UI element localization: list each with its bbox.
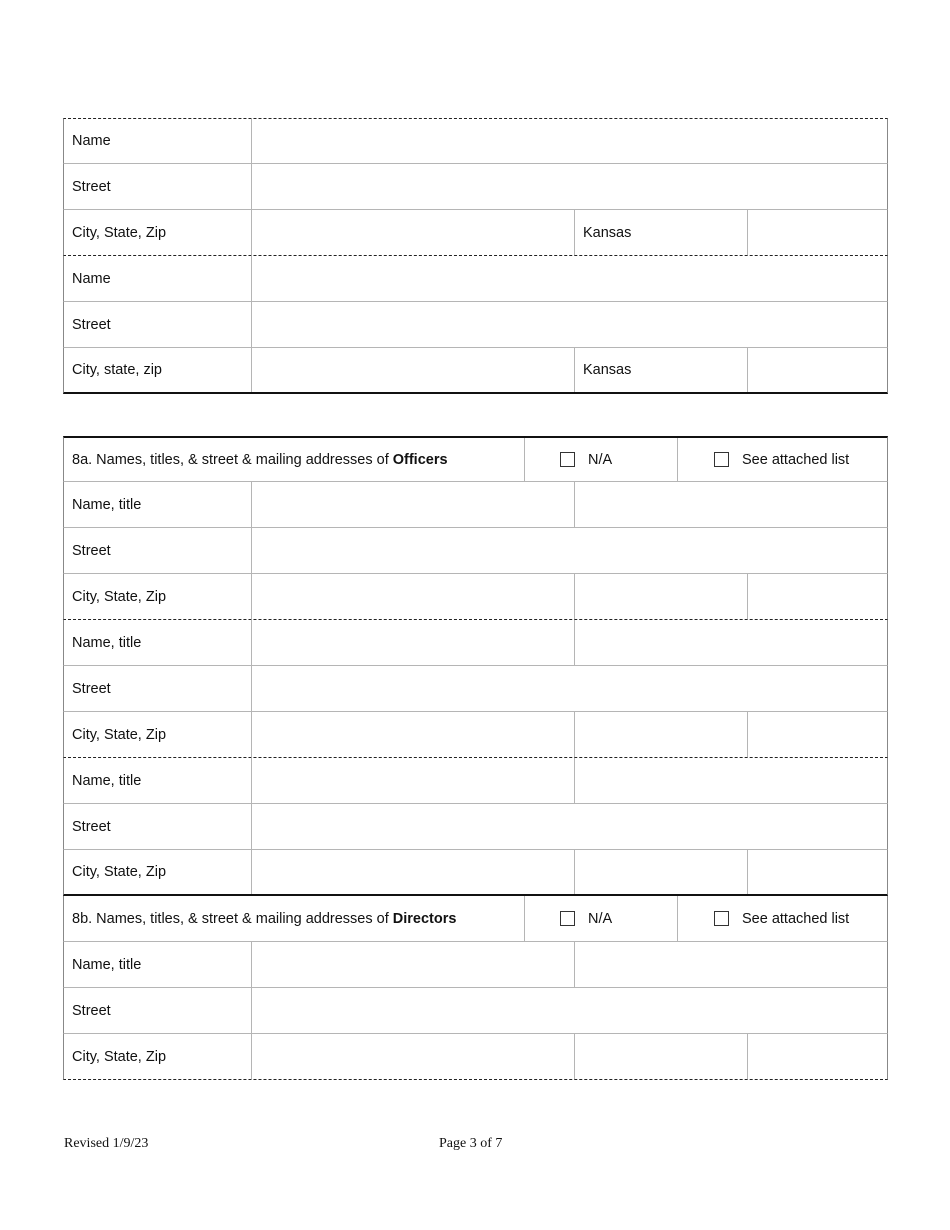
name-title-label: Name, title xyxy=(64,942,252,987)
street-field[interactable] xyxy=(252,528,887,573)
directors-header-prefix: 8b. Names, titles, & street & mailing addresses of xyxy=(72,910,393,927)
name-field[interactable] xyxy=(252,758,575,803)
street-field[interactable] xyxy=(252,804,887,849)
city-label: City, State, Zip xyxy=(64,712,252,757)
zip-field[interactable] xyxy=(748,850,887,894)
name-title-label: Name, title xyxy=(64,482,252,527)
officer-city-row xyxy=(63,712,888,758)
director-street-row xyxy=(63,988,888,1034)
directors-header-row xyxy=(63,896,888,942)
officers-see-attached-option[interactable] xyxy=(678,438,887,481)
officers-na-option[interactable] xyxy=(525,438,678,481)
officer-street-row xyxy=(63,528,888,574)
officers-header-prefix: 8a. Names, titles, & street & mailing addresses of xyxy=(72,451,393,468)
street-field[interactable] xyxy=(252,988,887,1033)
city-field[interactable] xyxy=(252,712,575,757)
city-label: City, State, Zip xyxy=(64,574,252,619)
see-attached-label: See attached list xyxy=(742,910,850,927)
street-field[interactable] xyxy=(252,302,887,347)
street-row xyxy=(63,164,888,210)
checkbox-icon[interactable] xyxy=(560,452,575,467)
zip-field[interactable] xyxy=(748,1034,887,1079)
directors-na-option[interactable] xyxy=(525,896,678,941)
checkbox-icon[interactable] xyxy=(560,911,575,926)
name-field[interactable] xyxy=(252,620,575,665)
page-number: Page 3 of 7 xyxy=(439,1136,503,1151)
director-name-row xyxy=(63,942,888,988)
name-label: Name xyxy=(64,119,252,163)
title-field[interactable] xyxy=(575,620,887,665)
city-label: City, State, Zip xyxy=(64,1034,252,1079)
directors-header-bold: Directors xyxy=(392,910,457,927)
state-field[interactable] xyxy=(575,850,748,894)
officer-street-row xyxy=(63,804,888,850)
street-label: Street xyxy=(64,666,252,711)
officer-street-row xyxy=(63,666,888,712)
street-field[interactable] xyxy=(252,164,887,209)
zip-field[interactable] xyxy=(748,210,887,255)
checkbox-icon[interactable] xyxy=(714,911,729,926)
city-row xyxy=(63,348,888,394)
name-label: Name xyxy=(64,256,252,301)
directors-see-attached-option[interactable] xyxy=(678,896,887,941)
officers-header-bold: Officers xyxy=(392,451,448,468)
street-label: Street xyxy=(64,528,252,573)
name-title-label: Name, title xyxy=(64,620,252,665)
officer-name-row xyxy=(63,758,888,804)
officers-header-row xyxy=(63,436,888,482)
city-field[interactable] xyxy=(252,1034,575,1079)
name-field[interactable] xyxy=(252,482,575,527)
officers-directors-table xyxy=(63,436,888,1080)
name-row xyxy=(63,256,888,302)
name-field[interactable] xyxy=(252,942,575,987)
street-row xyxy=(63,302,888,348)
street-field[interactable] xyxy=(252,666,887,711)
city-field[interactable] xyxy=(252,574,575,619)
state-field[interactable] xyxy=(575,1034,748,1079)
checkbox-icon[interactable] xyxy=(714,452,729,467)
city-row xyxy=(63,210,888,256)
city-field[interactable] xyxy=(252,348,575,392)
state-field[interactable]: Kansas xyxy=(575,210,748,255)
officer-name-row xyxy=(63,620,888,666)
officer-name-row xyxy=(63,482,888,528)
city-label: City, State, Zip xyxy=(64,210,252,255)
zip-field[interactable] xyxy=(748,574,887,619)
city-field[interactable] xyxy=(252,210,575,255)
state-field[interactable]: Kansas xyxy=(575,348,748,392)
city-label: City, state, zip xyxy=(64,348,252,392)
officers-header xyxy=(64,438,525,481)
city-field[interactable] xyxy=(252,850,575,894)
zip-field[interactable] xyxy=(748,348,887,392)
title-field[interactable] xyxy=(575,942,887,987)
officer-city-row xyxy=(63,850,888,896)
name-row xyxy=(63,118,888,164)
officer-city-row xyxy=(63,574,888,620)
na-label: N/A xyxy=(588,451,613,468)
state-field[interactable] xyxy=(575,574,748,619)
na-label: N/A xyxy=(588,910,613,927)
name-field[interactable] xyxy=(252,256,887,301)
name-title-label: Name, title xyxy=(64,758,252,803)
see-attached-label: See attached list xyxy=(742,451,850,468)
street-label: Street xyxy=(64,302,252,347)
city-label: City, State, Zip xyxy=(64,850,252,894)
state-field[interactable] xyxy=(575,712,748,757)
street-label: Street xyxy=(64,164,252,209)
directors-header xyxy=(64,896,525,941)
zip-field[interactable] xyxy=(748,712,887,757)
title-field[interactable] xyxy=(575,482,887,527)
revised-date: Revised 1/9/23 xyxy=(64,1136,149,1151)
street-label: Street xyxy=(64,988,252,1033)
name-field[interactable] xyxy=(252,119,887,163)
street-label: Street xyxy=(64,804,252,849)
title-field[interactable] xyxy=(575,758,887,803)
top-address-table xyxy=(63,118,888,394)
director-city-row xyxy=(63,1034,888,1080)
